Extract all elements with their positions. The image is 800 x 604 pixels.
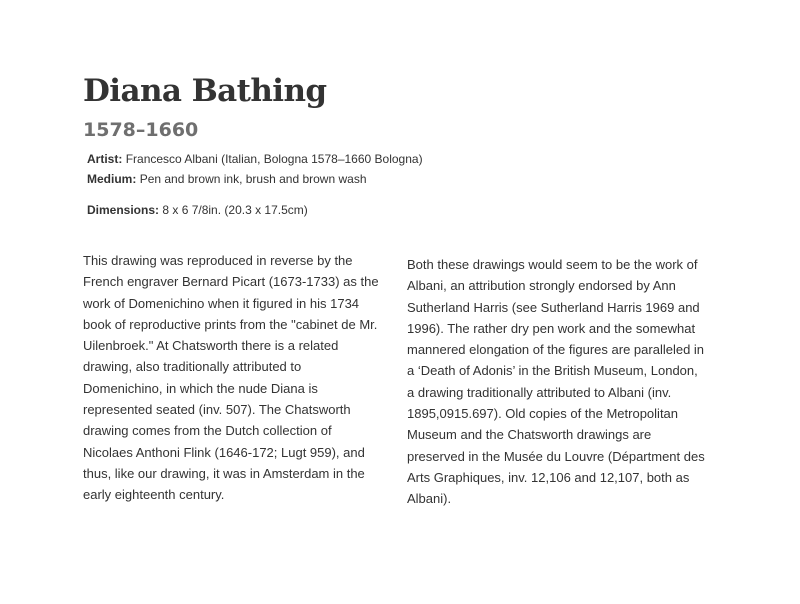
description-paragraph-1: This drawing was reproduced in reverse by the French engraver Bernard Picart (1673-1733) as the work of Domenichino when it figured in his 1734 book of reproductive prints from the "cabinet de Mr. Uilenbroek." At Chatsworth there is a related drawing, also traditionally attributed to Domenichino, in which the nude Diana is represented seated (inv. 507). The Chatsworth drawing comes from the Dutch collection of Nicolaes Anthoni Flink (1646-172; Lugt 959), and thus, like our drawing, it was in Amsterdam in the early eighteenth century. xyxy=(83,253,379,503)
artist-label: Artist: xyxy=(87,152,123,166)
medium-value: Pen and brown ink, brush and brown wash xyxy=(139,172,367,186)
description-paragraph-2: Both these drawings would seem to be the work of Albani, an attribution strongly endorsed by Ann Sutherland Harris (see Sutherland Harris 1969 and 1996). The rather dry pen work and the somewhat mannered elongation of the figures are paralleled in a ‘Death of Adonis’ in the British Museum, London, a drawing traditionally attributed to Albani (inv. 1895,0915.697). Old copies of the Metropolitan Museum and the Chatsworth drawings are preserved in the Musée du Louvre (Départment des Arts Graphiques, inv. 12,106 and 12,107, both as Albani). xyxy=(407,257,705,507)
medium-line xyxy=(87,171,367,187)
medium-label: Medium: xyxy=(87,172,137,186)
artwork-title: Diana Bathing xyxy=(83,73,327,109)
dimensions-label: Dimensions: xyxy=(87,203,160,217)
dimensions-value: 8 x 6 7/8in. (20.3 x 17.5cm) xyxy=(162,203,308,217)
artist-value: Francesco Albani (Italian, Bologna 1578–1660 Bologna) xyxy=(125,152,423,166)
description-column-1 xyxy=(83,250,379,506)
dimensions-line xyxy=(87,202,308,218)
artwork-date: 1578–1660 xyxy=(83,119,199,141)
artist-line xyxy=(87,151,423,167)
description-column-2 xyxy=(407,254,707,510)
